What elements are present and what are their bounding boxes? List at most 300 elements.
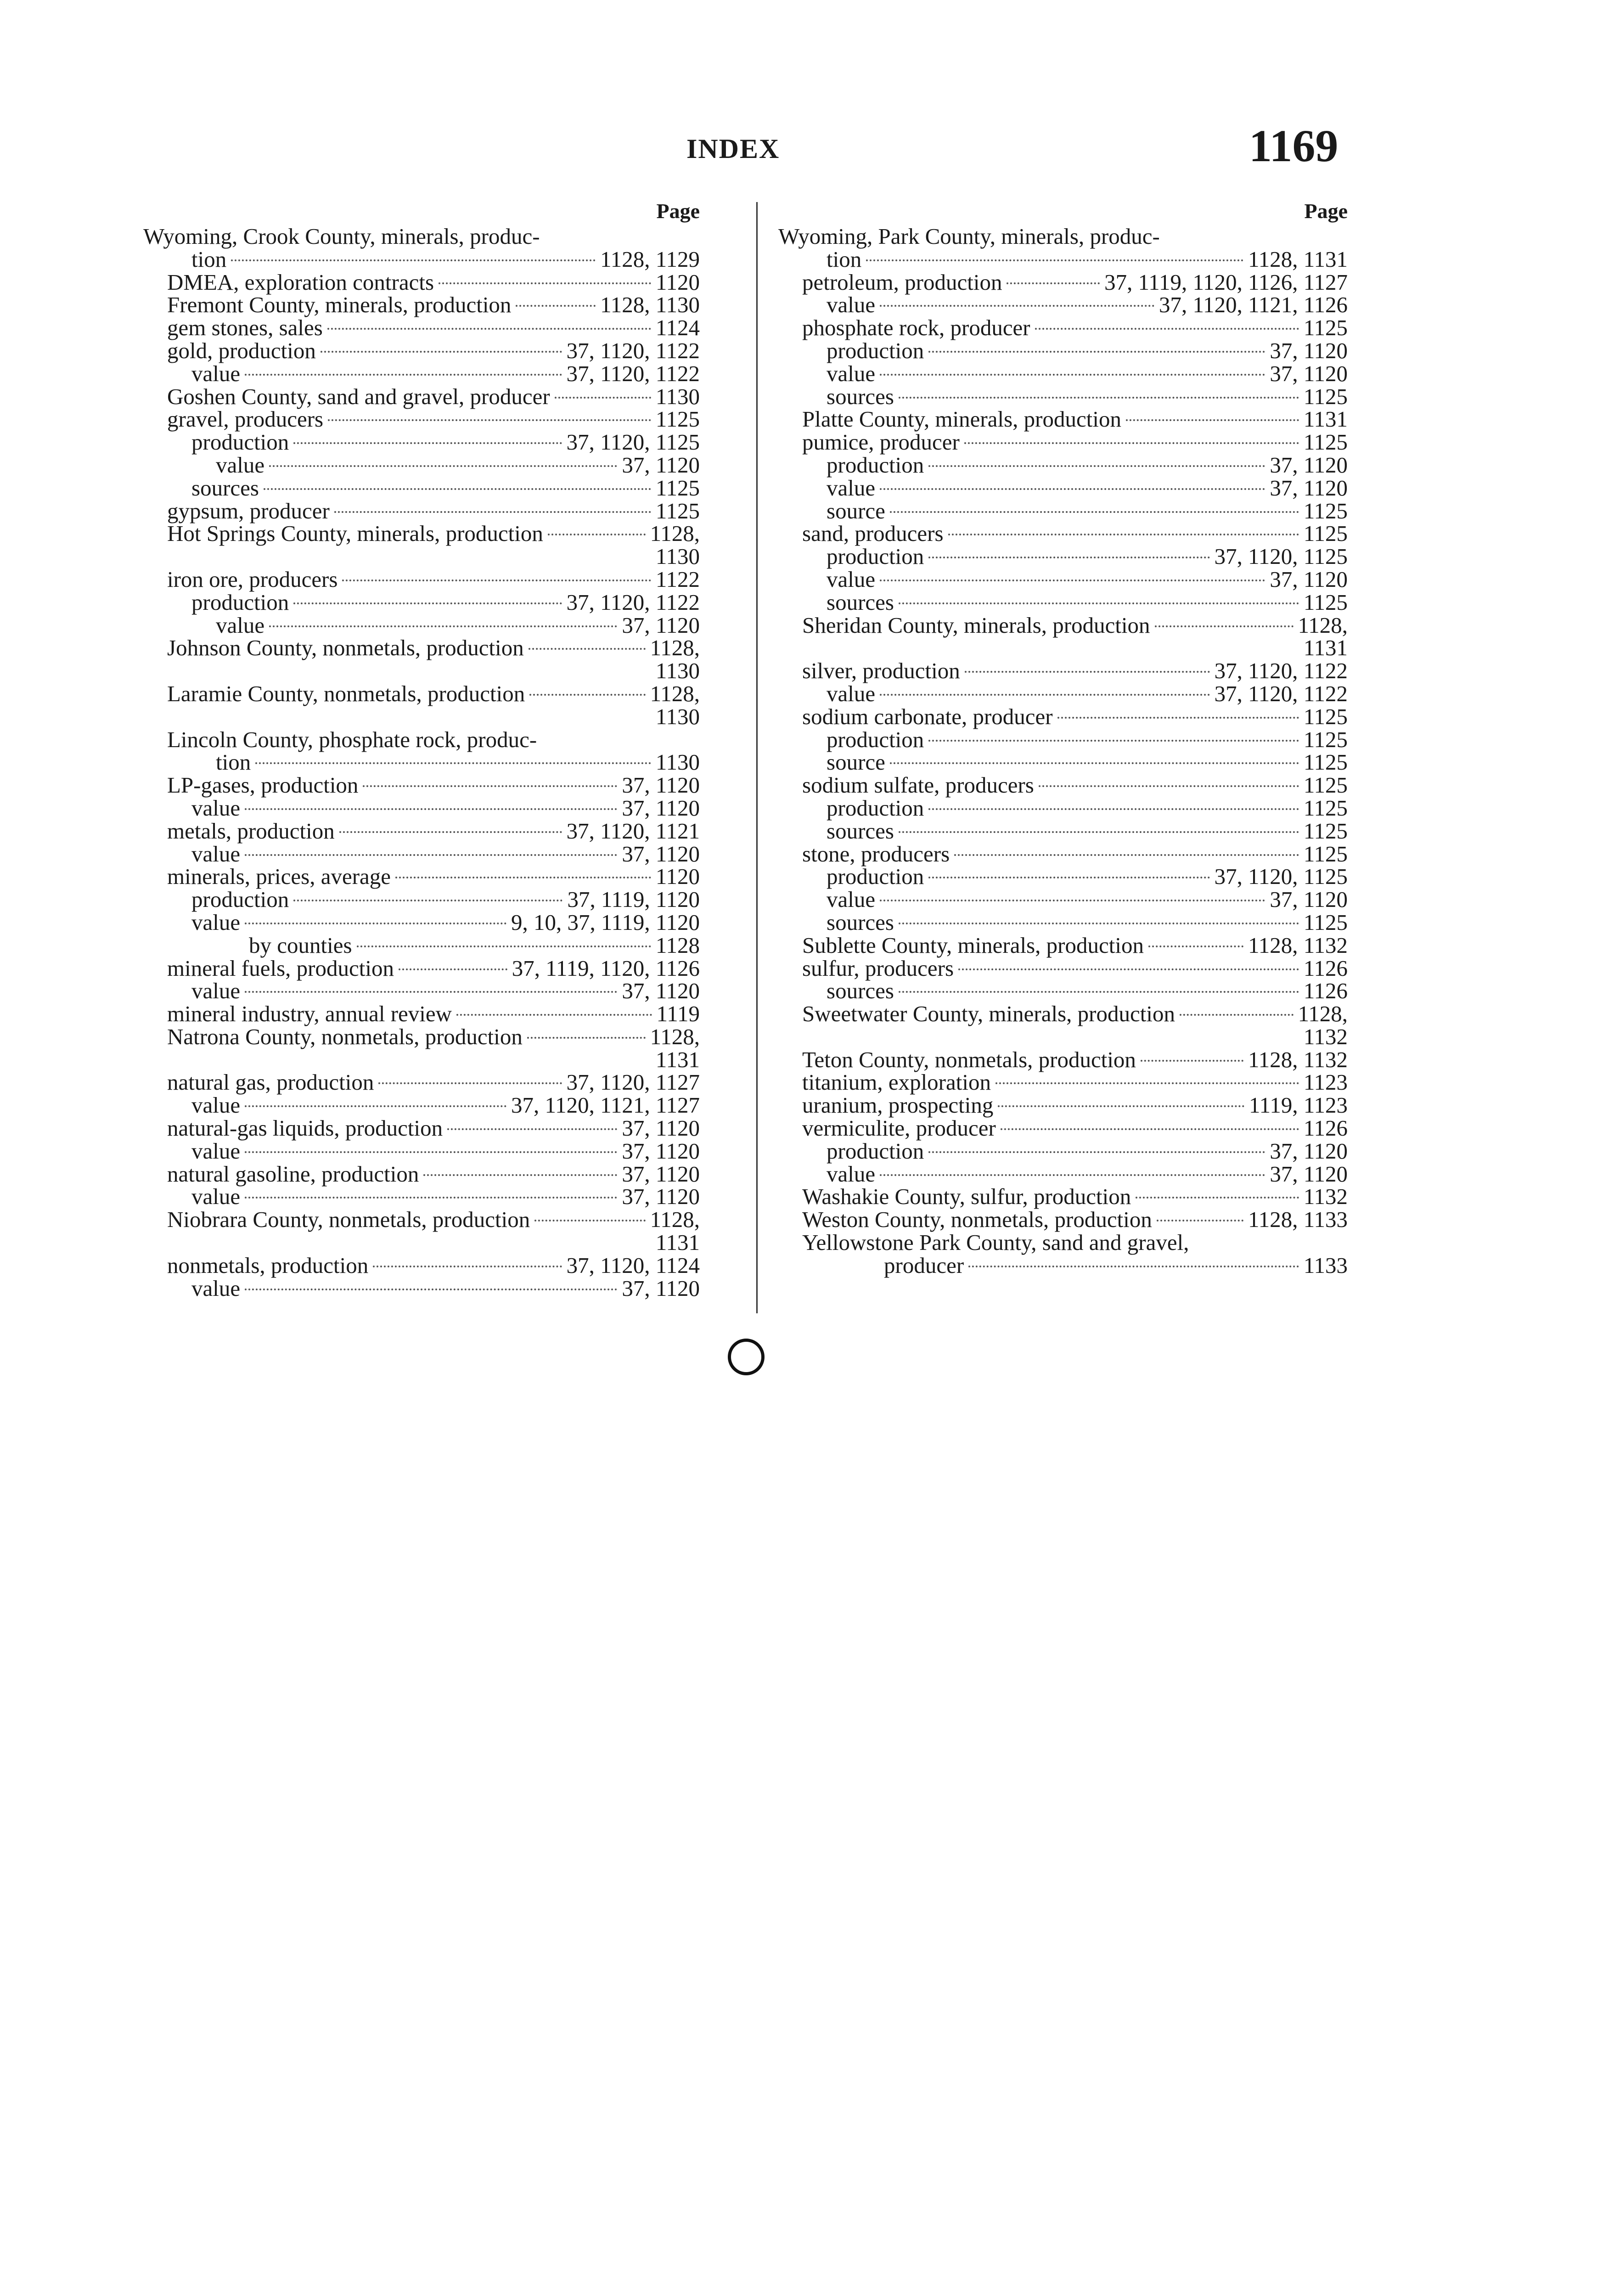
index-entry-term: value (191, 1184, 241, 1210)
dot-leader (264, 488, 651, 490)
dot-leader (529, 694, 645, 696)
dot-leader (342, 580, 651, 581)
index-entry-pages: 1130 (655, 544, 700, 569)
index-entry-term: Hot Springs County, minerals, production (167, 521, 543, 546)
index-entry (143, 1231, 700, 1254)
index-entry-pages: 1128, (650, 1207, 700, 1232)
index-entry-pages: 1128, 1131 (1248, 246, 1348, 272)
dot-leader (395, 877, 651, 878)
index-entry-pages: 1126 (1303, 978, 1348, 1004)
index-entry-term: production (827, 452, 924, 478)
dot-leader (245, 1197, 617, 1199)
index-entry-term: iron ore, producers (167, 566, 338, 592)
index-entry-term: Sheridan County, minerals, production (802, 612, 1150, 638)
index-entry (143, 248, 700, 271)
index-entry-term: stone, producers (802, 841, 950, 867)
index-entry-pages: 1131 (655, 1230, 700, 1255)
index-entry (143, 591, 700, 614)
index-entry-term: Sweetwater County, minerals, production (802, 1001, 1175, 1027)
index-entry-term: natural gas, production (167, 1069, 374, 1095)
index-entry-term: Weston County, nonmetals, production (802, 1207, 1152, 1232)
index-entry (778, 1185, 1348, 1208)
dot-leader (928, 351, 1265, 353)
index-entry (143, 682, 700, 705)
index-entry-term: sand, producers (802, 521, 944, 546)
index-entry-pages: 37, 1120 (622, 1138, 700, 1164)
index-entry-pages: 37, 1120 (1270, 338, 1348, 363)
index-entry-pages: 37, 1120 (622, 978, 700, 1004)
index-entry-term: value (191, 978, 241, 1004)
index-entry-pages: 37, 1120 (1270, 475, 1348, 501)
index-entry (143, 1117, 700, 1140)
dot-leader (339, 831, 562, 833)
index-entry-term: Laramie County, nonmetals, production (167, 681, 525, 706)
index-entry-term: minerals, prices, average (167, 864, 391, 889)
dot-leader (1007, 282, 1100, 284)
dot-leader (327, 328, 651, 330)
index-entry-term: value (191, 1275, 241, 1301)
dot-leader (456, 1014, 652, 1016)
index-entry (778, 888, 1348, 911)
index-entry-pages: 37, 1120 (1270, 360, 1348, 386)
index-entry (778, 271, 1348, 294)
index-entry-term: phosphate rock, producer (802, 315, 1030, 341)
dot-leader (880, 580, 1265, 581)
index-entry (143, 1208, 700, 1231)
dot-leader (334, 511, 651, 513)
dot-leader (880, 305, 1154, 307)
index-entry (143, 477, 700, 500)
dot-leader (954, 854, 1299, 856)
index-entry (143, 728, 700, 751)
index-entry-pages: 1132 (1303, 1024, 1348, 1049)
index-entry-pages: 1125 (655, 475, 700, 501)
index-entry (778, 1140, 1348, 1163)
index-entry (778, 1025, 1348, 1048)
index-entry-term: value (827, 1161, 876, 1187)
index-entry-term: nonmetals, production (167, 1252, 369, 1278)
index-entry-term: tion (191, 246, 227, 272)
index-entry-pages: 1125 (1303, 703, 1348, 729)
dot-leader (899, 923, 1299, 924)
index-entry (778, 614, 1348, 637)
index-entry-term: tion (216, 749, 251, 775)
index-entry-term: value (191, 795, 241, 821)
index-entry (143, 1048, 700, 1071)
index-entry-term: titanium, exploration (802, 1069, 991, 1095)
index-entry-pages: 37, 1119, 1120 (567, 887, 700, 912)
index-entry-term: production (827, 544, 924, 569)
dot-leader (529, 648, 646, 650)
index-entry-term: tion (827, 246, 862, 272)
dot-leader (548, 534, 646, 535)
index-entry-pages: 1125 (1303, 429, 1348, 455)
dot-leader (293, 442, 562, 444)
dot-leader (328, 419, 651, 421)
index-entry (143, 500, 700, 523)
dot-leader (899, 831, 1299, 833)
index-entry (143, 431, 700, 454)
index-entry-pages: 1124 (655, 315, 700, 341)
index-entry-pages: 1125 (1303, 498, 1348, 523)
dot-leader (245, 991, 617, 993)
dot-leader (1180, 1014, 1293, 1016)
index-entry (778, 339, 1348, 362)
index-entry (143, 1185, 700, 1208)
index-entry-term: Johnson County, nonmetals, production (167, 635, 524, 661)
dot-leader (245, 1105, 506, 1107)
index-entry-pages: 37, 1120, 1125 (1214, 544, 1348, 569)
index-entry-term: Sublette County, minerals, production (802, 932, 1144, 958)
index-entry (778, 1163, 1348, 1186)
index-entry-pages: 37, 1120 (622, 772, 700, 798)
index-entry-term: production (827, 338, 924, 363)
index-entry-term: Goshen County, sand and gravel, producer (167, 383, 550, 409)
index-entry (778, 682, 1348, 705)
index-entry (143, 362, 700, 385)
index-entry-pages: 37, 1120, 1122 (566, 360, 700, 386)
dot-leader (423, 1174, 617, 1176)
index-entry-pages: 37, 1120 (1270, 1138, 1348, 1164)
dot-leader (245, 374, 562, 376)
index-entry-pages: 37, 1120, 1121, 1127 (511, 1092, 700, 1118)
dot-leader (1141, 1060, 1243, 1062)
index-entry-pages: 1123 (1303, 1069, 1348, 1095)
index-entry (143, 1277, 700, 1300)
dot-leader (928, 740, 1299, 742)
index-entry-pages: 1128, (650, 1024, 700, 1049)
index-entry-pages: 37, 1120 (1270, 1161, 1348, 1187)
index-entry-term: production (827, 726, 924, 752)
index-entry-pages: 1125 (1303, 795, 1348, 821)
index-entry-pages: 1128, (650, 521, 700, 546)
index-entry-term: production (191, 887, 289, 912)
index-entry-term: value (827, 360, 876, 386)
index-entry (143, 316, 700, 339)
index-entry-term: Lincoln County, phosphate rock, produc- (167, 726, 537, 752)
index-entry (143, 522, 700, 545)
dot-leader (293, 900, 562, 901)
dot-leader (378, 1082, 562, 1084)
index-entry-pages: 1128, (1298, 1001, 1348, 1027)
index-column-right (778, 197, 1348, 1277)
index-entry-term: sources (827, 818, 894, 844)
index-entry-pages: 1128, 1130 (600, 292, 700, 318)
dot-leader (880, 900, 1265, 901)
index-entry-pages: 37, 1120, 1125 (566, 429, 700, 455)
index-entry (778, 1117, 1348, 1140)
index-entry-term: by counties (249, 932, 352, 958)
index-entry (778, 957, 1348, 980)
index-entry (143, 454, 700, 477)
index-entry-term: value (191, 909, 241, 935)
dot-leader (1148, 945, 1243, 947)
index-entry (143, 820, 700, 843)
index-entry-list (143, 225, 700, 1300)
index-entry (143, 865, 700, 888)
dot-leader (269, 465, 617, 467)
index-entry (143, 957, 700, 980)
dot-leader (1039, 785, 1299, 787)
index-entry (143, 568, 700, 591)
index-entry-term: value (191, 360, 241, 386)
dot-leader (231, 259, 596, 261)
index-entry-pages: 1119, 1123 (1248, 1092, 1348, 1118)
end-mark-circle (728, 1339, 765, 1375)
index-entry (778, 316, 1348, 339)
index-entry-pages: 1128 (655, 932, 700, 958)
index-entry-term: source (827, 498, 885, 523)
index-entry-term: mineral industry, annual review (167, 1001, 452, 1027)
index-entry (143, 705, 700, 728)
index-entry-pages: 37, 1120 (622, 841, 700, 867)
index-entry-pages: 37, 1120, 1122 (1214, 681, 1348, 706)
dot-leader (447, 1128, 617, 1130)
index-entry-term: silver, production (802, 658, 960, 684)
index-entry-pages: 37, 1120 (1270, 566, 1348, 592)
index-entry-pages: 1131 (655, 1047, 700, 1072)
index-entry-pages: 1120 (655, 864, 700, 889)
index-entry (778, 774, 1348, 797)
index-entry-term: natural-gas liquids, production (167, 1115, 443, 1141)
index-entry-term: gem stones, sales (167, 315, 323, 341)
index-entry-term: value (191, 841, 241, 867)
dot-leader (1155, 625, 1293, 627)
index-entry-pages: 1131 (1303, 635, 1348, 661)
dot-leader (880, 1174, 1265, 1176)
index-entry-term: Wyoming, Crook County, minerals, produc- (143, 224, 540, 249)
index-entry (143, 271, 700, 294)
index-entry-pages: 1131 (1303, 406, 1348, 432)
index-entry-term: Fremont County, minerals, production (167, 292, 512, 318)
dot-leader (890, 511, 1299, 513)
index-entry (778, 477, 1348, 500)
index-entry-pages: 37, 1120, 1125 (1214, 864, 1348, 889)
index-entry (778, 500, 1348, 523)
index-entry-pages: 37, 1120 (1270, 887, 1348, 912)
index-entry-term: sources (827, 909, 894, 935)
index-entry-term: source (827, 749, 885, 775)
index-entry-pages: 37, 1119, 1120, 1126, 1127 (1104, 269, 1348, 295)
index-entry-term: gold, production (167, 338, 316, 363)
index-entry-term: Wyoming, Park County, minerals, produc- (778, 224, 1160, 249)
dot-leader (899, 602, 1299, 604)
index-entry-pages: 1128, (650, 681, 700, 706)
index-entry (778, 705, 1348, 728)
dot-leader (928, 1151, 1265, 1153)
dot-leader (928, 877, 1209, 878)
dot-leader (245, 923, 506, 924)
dot-leader (866, 259, 1243, 261)
index-entry-pages: 37, 1120 (622, 1184, 700, 1210)
index-entry (778, 820, 1348, 843)
index-entry-pages: 1125 (1303, 818, 1348, 844)
index-entry (143, 934, 700, 957)
index-entry-term: value (216, 612, 265, 638)
index-entry (143, 339, 700, 362)
index-entry (778, 934, 1348, 957)
dot-leader (899, 991, 1299, 993)
index-entry-term: uranium, prospecting (802, 1092, 994, 1118)
index-entry-pages: 37, 1120, 1121, 1126 (1158, 292, 1348, 318)
dot-leader (1136, 1197, 1299, 1199)
dot-leader (890, 762, 1299, 764)
index-entry-pages: 1130 (655, 658, 700, 684)
index-entry-term: vermiculite, producer (802, 1115, 996, 1141)
index-entry (778, 1208, 1348, 1231)
index-entry-term: value (827, 566, 876, 592)
index-entry (143, 911, 700, 934)
index-entry-term: Yellowstone Park County, sand and gravel, (802, 1230, 1189, 1255)
index-entry (778, 1071, 1348, 1094)
index-entry (778, 1094, 1348, 1117)
index-entry (143, 385, 700, 408)
index-entry-pages: 37, 1119, 1120, 1126 (512, 955, 700, 981)
index-entry-term: natural gasoline, production (167, 1161, 419, 1187)
index-entry (778, 1002, 1348, 1025)
dot-leader (293, 602, 562, 604)
index-entry (778, 1231, 1348, 1254)
index-entry (143, 1002, 700, 1025)
index-entry-pages: 1133 (1303, 1252, 1348, 1278)
index-entry (778, 225, 1348, 248)
index-entry (778, 293, 1348, 316)
index-entry-pages: 37, 1120 (622, 795, 700, 821)
dot-leader (527, 1037, 646, 1039)
index-entry-pages: 37, 1120 (622, 1275, 700, 1301)
index-entry-term: gypsum, producer (167, 498, 330, 523)
dot-leader (948, 534, 1299, 535)
index-entry-pages: 1119 (656, 1001, 700, 1027)
index-entry-term: production (191, 429, 289, 455)
index-entry-pages: 37, 1120, 1122 (566, 589, 700, 615)
index-entry-term: Platte County, minerals, production (802, 406, 1121, 432)
index-entry-pages: 9, 10, 37, 1119, 1120 (511, 909, 700, 935)
index-column-left (143, 197, 700, 1300)
dot-leader (965, 671, 1210, 673)
index-entry (143, 545, 700, 568)
dot-leader (245, 1289, 617, 1290)
index-entry-term: sources (191, 475, 259, 501)
index-entry-term: production (827, 1138, 924, 1164)
dot-leader (1157, 1220, 1243, 1221)
index-entry (143, 774, 700, 797)
dot-leader (555, 397, 651, 399)
index-entry (143, 225, 700, 248)
index-entry-term: production (827, 864, 924, 889)
index-entry (778, 979, 1348, 1002)
index-entry-term: Natrona County, nonmetals, production (167, 1024, 523, 1049)
dot-leader (439, 282, 651, 284)
index-entry-pages: 1130 (655, 703, 700, 729)
index-entry-pages: 1125 (1303, 521, 1348, 546)
index-entry-pages: 37, 1120, 1122 (1214, 658, 1348, 684)
index-entry (143, 1025, 700, 1048)
dot-leader (245, 1151, 617, 1153)
index-entry-term: production (191, 589, 289, 615)
page-column-label: Page (656, 199, 700, 223)
index-entry (778, 545, 1348, 568)
index-entry (778, 591, 1348, 614)
index-entry-pages: 1125 (1303, 749, 1348, 775)
index-entry (778, 431, 1348, 454)
index-entry-term: mineral fuels, production (167, 955, 394, 981)
dot-leader (968, 1266, 1299, 1267)
index-entry-term: sulfur, producers (802, 955, 954, 981)
dot-leader (516, 305, 596, 307)
index-entry-pages: 1128, (650, 635, 700, 661)
dot-leader (995, 1082, 1299, 1084)
index-entry-pages: 37, 1120, 1127 (566, 1069, 700, 1095)
page-column-label: Page (1304, 199, 1348, 223)
index-entry-term: production (827, 795, 924, 821)
dot-leader (928, 465, 1265, 467)
index-entry (143, 979, 700, 1002)
dot-leader (373, 1266, 562, 1267)
index-entry-term: sources (827, 383, 894, 409)
index-entry (778, 248, 1348, 271)
index-entry-term: value (191, 1138, 241, 1164)
index-entry-pages: 37, 1120 (622, 1115, 700, 1141)
index-entry-pages: 1125 (1303, 589, 1348, 615)
dot-leader (357, 945, 651, 947)
dot-leader (255, 762, 651, 764)
index-entry (778, 636, 1348, 659)
index-entry (143, 408, 700, 431)
index-entry-pages: 1125 (1303, 383, 1348, 409)
dot-leader (928, 557, 1209, 558)
index-entry (778, 865, 1348, 888)
index-entry (778, 751, 1348, 774)
index-entry-term: value (827, 887, 876, 912)
dot-leader (880, 694, 1210, 696)
index-entry-term: petroleum, production (802, 269, 1002, 295)
index-entry-term: metals, production (167, 818, 335, 844)
dot-leader (958, 968, 1299, 970)
index-entry (778, 728, 1348, 751)
index-entry (778, 659, 1348, 682)
dot-leader (899, 397, 1299, 399)
index-entry-pages: 1125 (1303, 909, 1348, 935)
index-entry-term: value (827, 292, 876, 318)
index-entry-list (778, 225, 1348, 1277)
index-entry-pages: 37, 1120 (622, 1161, 700, 1187)
index-entry-pages: 1126 (1303, 955, 1348, 981)
index-entry (143, 1254, 700, 1277)
index-entry-pages: 37, 1120 (1270, 452, 1348, 478)
index-entry (778, 568, 1348, 591)
index-entry-pages: 1125 (1303, 772, 1348, 798)
page-number: 1169 (1249, 120, 1338, 171)
index-entry-pages: 37, 1120, 1124 (566, 1252, 700, 1278)
index-entry-pages: 1130 (655, 749, 700, 775)
index-entry-term: Niobrara County, nonmetals, production (167, 1207, 530, 1232)
dot-leader (964, 442, 1299, 444)
page-header (0, 110, 1597, 174)
index-entry-pages: 1122 (655, 566, 700, 592)
index-entry-pages: 1125 (1303, 841, 1348, 867)
index-entry-pages: 1120 (655, 269, 700, 295)
index-entry-pages: 1132 (1303, 1184, 1348, 1210)
index-entry (143, 1163, 700, 1186)
index-entry-pages: 37, 1120 (622, 452, 700, 478)
dot-leader (245, 854, 617, 856)
index-entry (143, 843, 700, 866)
dot-leader (321, 351, 562, 353)
index-entry-term: pumice, producer (802, 429, 960, 455)
dot-leader (880, 488, 1265, 490)
dot-leader (928, 808, 1299, 810)
